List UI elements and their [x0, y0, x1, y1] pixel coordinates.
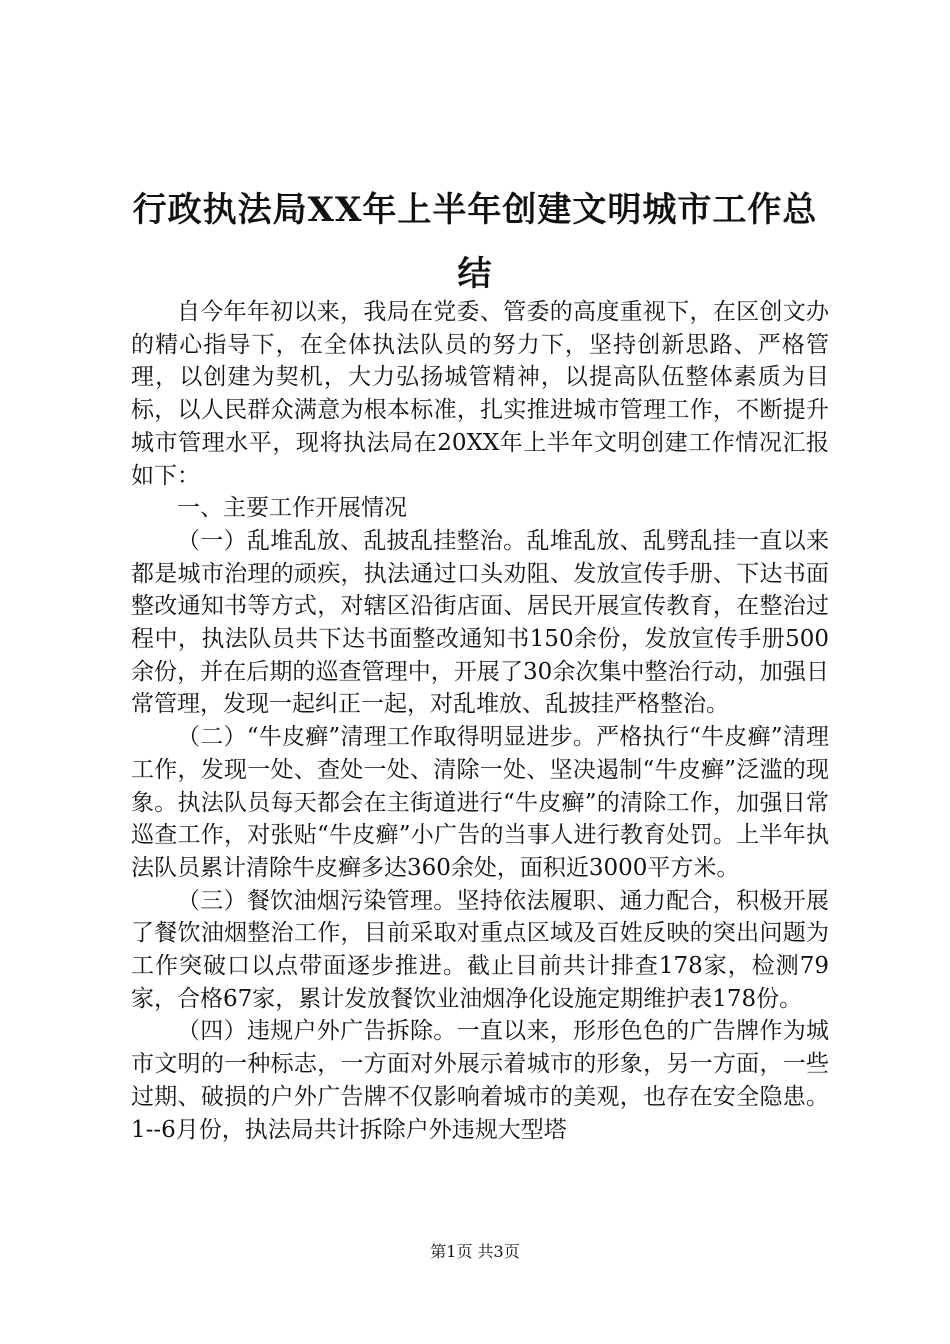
- paragraph-item-2: （二）“牛皮癣”清理工作取得明显进步。严格执行“牛皮癣”清理工作，发现一处、查处一处、清除一处、坚决遏制“牛皮癣”泛滥的现象。执法队员每天都会在主街道进行“牛皮癣”的清除工作，加强日常巡查工作，对张贴“牛皮癣”小广告的当事人进行教育处罚。上半年执法队员累计清除牛皮癣多达360余处，面积近3000平方米。: [131, 724, 829, 881]
- intro-paragraph: 自今年年初以来，我局在党委、管委的高度重视下，在区创文办的精心指导下，在全体执法队员的努力下，坚持创新思路、严格管理，以创建为契机，大力弘扬城管精神，以提高队伍整体素质为目标，以人民群众满意为根本标准，扎实推进城市管理工作，不断提升城市管理水平，现将执法局在20XX年上半年文明创建工作情况汇报如下：: [131, 299, 829, 489]
- section-heading: 一、主要工作开展情况: [177, 495, 407, 522]
- page-footer: 第1页 共3页: [430, 1242, 520, 1261]
- paragraph-item-1: （一）乱堆乱放、乱披乱挂整治。乱堆乱放、乱劈乱挂一直以来都是城市治理的顽疾，执法通过口头劝阻、发放宣传手册、下达书面整改通知书等方式，对辖区沿街店面、居民开展宣传教育，在整治过程中，执法队员共下达书面整改通知书150余份，发放宣传手册500余份，并在后期的巡查管理中，开展了30余次集中整治行动，加强日常管理，发现一起纠正一起，对乱堆放、乱披挂严格整治。: [131, 527, 829, 718]
- paragraph-item-3: （三）餐饮油烟污染管理。坚持依法履职、通力配合，积极开展了餐饮油烟整治工作，目前采取对重点区域及百姓反映的突出问题为工作突破口以点带面逐步推进。截止目前共计排查178家，检测79家，合格67家，累计发放餐饮业油烟净化设施定期维护表178份。: [131, 887, 829, 1012]
- document-title: 行政执法局XX年上半年创建文明城市工作总结: [132, 190, 818, 294]
- document-body: [131, 296, 829, 1146]
- paragraph-item-4: （四）违规户外广告拆除。一直以来，形形色色的广告牌作为城市文明的一种标志，一方面对外展示着城市的形象，另一方面，一些过期、破损的户外广告牌不仅影响着城市的美观，也存在安全隐患。1--6月份，执法局共计拆除户外违规大型塔: [131, 1018, 829, 1143]
